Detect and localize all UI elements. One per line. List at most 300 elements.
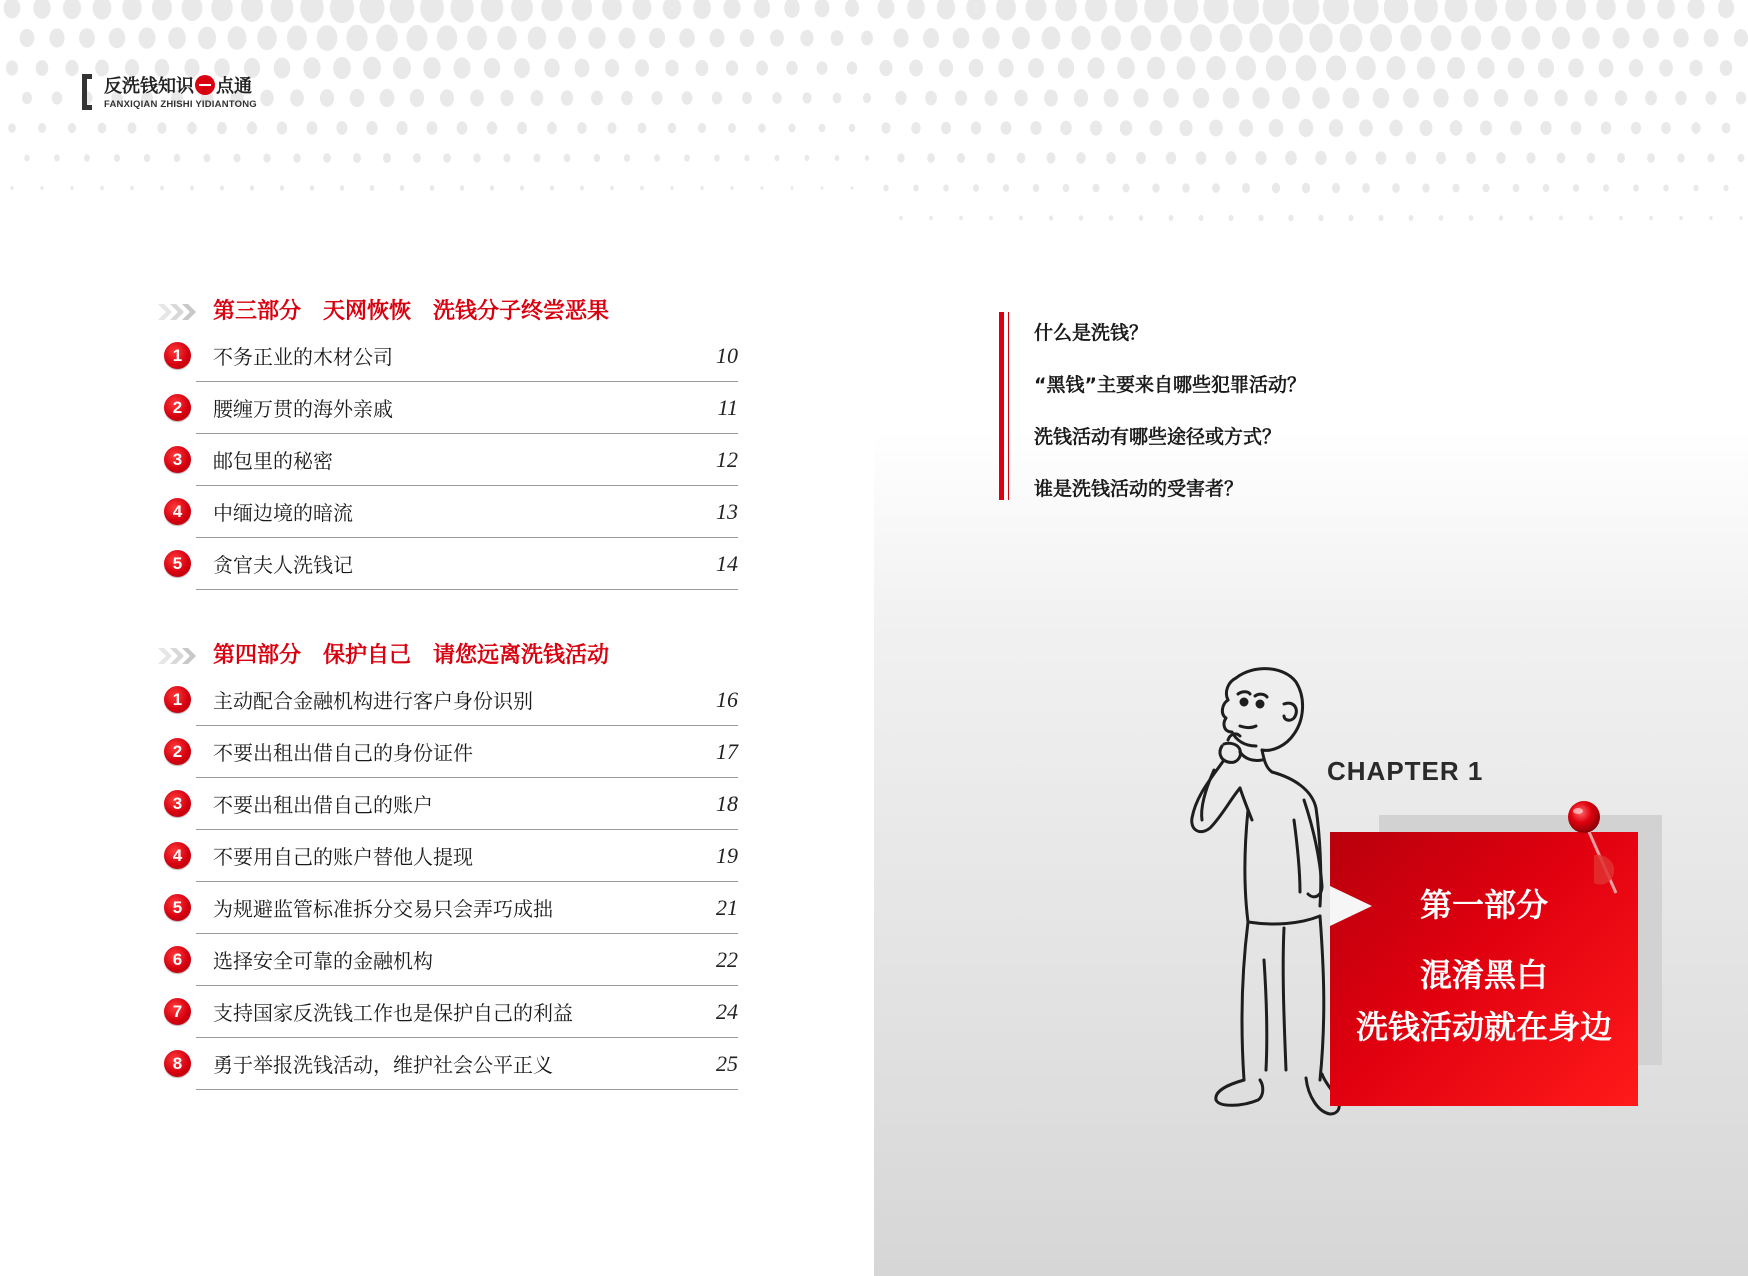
halftone-dot: [271, 0, 294, 22]
halftone-dot: [909, 59, 923, 76]
halftone-dot: [577, 122, 586, 134]
halftone-dot: [1643, 28, 1659, 48]
halftone-dot: [1060, 121, 1072, 136]
halftone-dot: [1228, 215, 1233, 221]
halftone-dot: [1033, 184, 1039, 192]
halftone-dot: [114, 154, 120, 162]
halftone-dot: [263, 153, 270, 162]
halftone-dot: [40, 186, 43, 190]
halftone-dot: [1299, 119, 1314, 137]
halftone-dot: [503, 154, 510, 163]
toc-page-number: 25: [716, 1051, 738, 1076]
number-badge-icon: 4: [164, 842, 191, 869]
halftone-dot: [1469, 215, 1474, 221]
halftone-dot: [1400, 25, 1421, 52]
halftone-dot: [649, 28, 665, 48]
halftone-dot: [100, 186, 104, 190]
halftone-dot: [1353, 0, 1378, 24]
halftone-dot: [366, 121, 377, 135]
halftone-dot: [1631, 122, 1641, 135]
halftone-dot: [700, 186, 703, 190]
number-badge-icon: 7: [164, 998, 191, 1025]
halftone-dot: [1269, 119, 1283, 137]
halftone-dot: [1014, 90, 1027, 107]
toc-entry[interactable]: [156, 384, 738, 436]
halftone-dot: [1196, 151, 1207, 164]
halftone-dot: [1615, 90, 1627, 106]
halftone-dot: [260, 90, 273, 107]
halftone-dot: [514, 58, 530, 78]
section-title: 第三部分 天网恢恢 洗钱分子终尝恶果: [213, 299, 610, 324]
halftone-dot: [481, 0, 504, 22]
toc-entry-title: 勇于举报洗钱活动，维护社会公平正义: [213, 1053, 553, 1077]
halftone-dot: [336, 121, 347, 135]
halftone-dot: [899, 216, 902, 220]
halftone-dot: [635, 59, 649, 76]
halftone-dot: [833, 93, 842, 104]
halftone-dot: [410, 89, 424, 107]
halftone-dot: [1182, 183, 1190, 193]
halftone-dot: [1028, 58, 1044, 78]
toc-entry[interactable]: [156, 728, 738, 780]
halftone-dot: [517, 122, 527, 135]
toc-entry[interactable]: [156, 488, 738, 540]
halftone-dot: [1345, 151, 1356, 165]
toc-entry-title: 为规避监管标准拆分交易只会弄巧成拙: [213, 897, 553, 921]
halftone-dot: [575, 59, 590, 78]
halftone-dot: [1538, 58, 1554, 78]
halftone-dot: [63, 0, 81, 19]
halftone-dot: [1026, 0, 1047, 21]
halftone-dot: [1312, 87, 1329, 109]
halftone-dot: [640, 186, 644, 191]
halftone-dot: [1263, 0, 1290, 25]
number-badge-icon: 5: [164, 894, 191, 921]
halftone-dot: [1617, 153, 1625, 163]
halftone-dot: [1179, 120, 1192, 137]
halftone-dot: [340, 185, 345, 191]
question-item[interactable]: “黑钱”主要来自哪些犯罪活动？: [1034, 374, 1306, 396]
halftone-dot: [1076, 152, 1085, 164]
halftone-dot: [1296, 55, 1317, 81]
halftone-dot: [624, 154, 630, 162]
halftone-dot: [228, 26, 247, 50]
halftone-dot: [1601, 121, 1611, 134]
halftone-dot: [865, 155, 870, 161]
halftone-dot: [1704, 29, 1719, 47]
toc-rule: [196, 1089, 738, 1090]
halftone-dot: [1106, 152, 1116, 164]
halftone-dot: [740, 29, 754, 47]
halftone-dot: [1209, 119, 1223, 136]
halftone-dot: [591, 91, 603, 106]
halftone-dot: [174, 154, 181, 162]
halftone-dot: [413, 153, 421, 163]
halftone-dot: [632, 0, 651, 20]
toc-entry[interactable]: [156, 436, 738, 488]
toc-entry[interactable]: [156, 332, 738, 384]
halftone-dot: [724, 0, 741, 19]
halftone-dot: [1203, 0, 1228, 24]
halftone-dot: [1505, 0, 1527, 22]
halftone-dot: [250, 185, 254, 190]
halftone-dot: [1417, 57, 1435, 80]
halftone-dot: [168, 27, 186, 49]
halftone-dot: [1673, 28, 1688, 47]
halftone-dot: [1315, 151, 1326, 165]
halftone-dot: [897, 153, 904, 162]
halftone-dot: [1090, 120, 1102, 135]
halftone-dot: [1589, 216, 1593, 221]
halftone-dot: [511, 0, 533, 22]
halftone-dot: [679, 28, 695, 47]
halftone-dot: [467, 26, 487, 51]
toc-entry[interactable]: [156, 832, 738, 884]
halftone-dot: [1160, 25, 1181, 52]
halftone-dot: [122, 0, 141, 20]
halftone-dot: [1063, 184, 1070, 192]
toc-entry[interactable]: [156, 1040, 738, 1092]
halftone-dot: [65, 60, 78, 76]
halftone-dot: [1340, 24, 1363, 52]
halftone-dot: [1649, 216, 1653, 221]
toc-page-number: 16: [716, 687, 738, 712]
halftone-dot: [760, 186, 763, 190]
halftone-dot: [1389, 120, 1402, 137]
toc-entry-title: 主动配合金融机构进行客户身份识别: [213, 689, 533, 713]
halftone-dot: [684, 154, 690, 161]
halftone-dot: [1693, 185, 1698, 192]
halftone-dot: [1663, 185, 1669, 192]
halftone-dot: [1718, 0, 1734, 18]
toc-entry-title: 选择安全可靠的金融机构: [213, 949, 433, 973]
halftone-dot: [376, 25, 398, 52]
halftone-dot: [1387, 56, 1406, 80]
halftone-dot: [881, 122, 890, 133]
toc-rule: [196, 985, 738, 986]
halftone-dot: [217, 122, 227, 134]
halftone-dot: [138, 27, 155, 48]
halftone-dot: [651, 91, 662, 105]
halftone-dot: [1568, 58, 1583, 77]
halftone-dot: [955, 90, 967, 105]
halftone-dot: [1242, 183, 1250, 193]
halftone-dot: [1239, 119, 1253, 137]
halftone-dot: [1332, 183, 1340, 193]
halftone-dot: [742, 92, 752, 104]
halftone-dot: [987, 153, 995, 163]
halftone-dot: [817, 61, 828, 75]
halftone-dot: [360, 0, 385, 24]
halftone-dot: [957, 153, 965, 163]
halftone-dot: [84, 154, 90, 161]
halftone-dot: [1540, 121, 1551, 135]
halftone-dot: [320, 89, 334, 107]
halftone-dot: [393, 57, 411, 79]
toc-page-number: 13: [716, 499, 738, 524]
halftone-dot: [845, 0, 859, 17]
halftone-dot: [941, 122, 951, 134]
toc-page-number: 14: [716, 551, 738, 576]
halftone-dot: [1220, 24, 1243, 52]
halftone-dot: [190, 186, 194, 191]
halftone-dot: [1133, 88, 1148, 107]
halftone-dot: [1461, 25, 1481, 50]
chapter-title-line2: 洗钱活动就在身边: [1355, 1008, 1612, 1046]
toc-page-number: 22: [716, 947, 738, 972]
halftone-dot: [1376, 151, 1387, 164]
halftone-dot: [726, 60, 738, 76]
halftone-dot: [130, 186, 134, 191]
number-badge-icon: 1: [164, 686, 191, 713]
halftone-dot: [610, 186, 614, 191]
halftone-dot: [484, 58, 500, 79]
halftone-dot: [68, 123, 76, 133]
halftone-dot: [1679, 216, 1682, 220]
toc-rule: [196, 485, 738, 486]
halftone-dot: [849, 124, 856, 132]
halftone-dot: [198, 27, 216, 50]
halftone-dot: [1115, 0, 1138, 22]
halftone-dot: [1657, 0, 1675, 19]
halftone-dot: [182, 0, 203, 21]
halftone-dot: [1633, 184, 1639, 191]
halftone-dot: [619, 28, 636, 49]
halftone-dot: [996, 0, 1016, 20]
toc-rule: [196, 537, 738, 538]
halftone-dot: [1087, 57, 1104, 78]
halftone-dot: [728, 123, 736, 133]
halftone-dot: [460, 185, 464, 190]
halftone-dot: [1422, 183, 1429, 192]
question-item[interactable]: 洗钱活动有哪些途径或方式？: [1034, 426, 1282, 448]
halftone-dot: [1536, 0, 1557, 21]
halftone-dot: [1343, 87, 1360, 108]
halftone-dot: [851, 186, 854, 189]
number-badge-icon: 8: [164, 1050, 191, 1077]
toc-rule: [196, 433, 738, 434]
halftone-dot: [953, 28, 970, 49]
halftone-dot: [1477, 57, 1494, 79]
halftone-dot: [274, 58, 291, 79]
halftone-dot: [1199, 215, 1204, 221]
halftone-dot: [1255, 151, 1266, 165]
halftone-dot: [1510, 121, 1522, 136]
halftone-dot: [744, 155, 749, 162]
question-accent-bar: [999, 312, 1004, 500]
halftone-dot: [883, 185, 888, 192]
halftone-dot: [835, 155, 840, 161]
halftone-dot: [1044, 89, 1058, 106]
halftone-dot: [423, 57, 440, 79]
halftone-dot: [541, 0, 562, 21]
halftone-dot: [1120, 120, 1132, 136]
halftone-dot: [937, 0, 955, 20]
halftone-dot: [1309, 23, 1332, 52]
halftone-dot: [786, 61, 797, 75]
halftone-dot: [1466, 152, 1476, 164]
halftone-dot: [621, 91, 633, 105]
toc-entry[interactable]: [156, 884, 738, 936]
halftone-dot: [1659, 59, 1673, 76]
halftone-dot: [160, 186, 164, 191]
halftone-dot: [1379, 215, 1384, 221]
halftone-dot: [1318, 215, 1323, 222]
halftone-dot: [1249, 23, 1272, 52]
halftone-dot: [714, 154, 720, 161]
halftone-dot: [758, 123, 765, 132]
halftone-dot: [547, 122, 557, 134]
halftone-dot: [1447, 57, 1465, 79]
halftone-dot: [1226, 151, 1237, 165]
toc-entry[interactable]: [156, 988, 738, 1040]
halftone-dot: [863, 93, 871, 103]
halftone-dot: [1494, 89, 1508, 107]
halftone-dot: [754, 0, 770, 18]
halftone-dot: [1433, 88, 1448, 107]
halftone-dot: [784, 0, 800, 18]
halftone-dot: [1439, 215, 1444, 221]
halftone-dot: [1348, 215, 1353, 221]
right-page: [874, 0, 1748, 1276]
halftone-dot: [1212, 183, 1220, 193]
halftone-dot: [663, 0, 681, 19]
halftone-dot: [654, 154, 660, 162]
halftone-dot: [927, 153, 935, 163]
chapter-title-line1: 混淆黑白: [1419, 956, 1548, 994]
halftone-dot: [1049, 215, 1053, 220]
chevron-arrows-icon: [156, 646, 206, 666]
number-badge-icon: 3: [164, 446, 191, 473]
halftone-dot: [1420, 120, 1433, 136]
halftone-dot: [333, 57, 351, 79]
halftone-dot: [819, 124, 826, 133]
halftone-dot: [38, 123, 46, 133]
toc-entry-title: 邮包里的秘密: [213, 449, 333, 473]
chevron-arrows-icon: [156, 302, 206, 322]
halftone-dot: [1406, 152, 1416, 165]
toc-entry[interactable]: [156, 780, 738, 832]
halftone-dot: [1526, 152, 1535, 163]
halftone-dot: [1279, 23, 1303, 53]
toc-entry-title: 不务正业的木材公司: [213, 345, 393, 369]
halftone-dot: [437, 25, 457, 50]
halftone-dot: [1012, 27, 1030, 49]
question-item[interactable]: 谁是洗钱活动的受害者？: [1034, 478, 1244, 500]
halftone-dot: [1169, 215, 1174, 221]
halftone-dot: [1147, 57, 1165, 80]
halftone-dot: [878, 0, 895, 19]
halftone-dots-pattern: [0, 0, 874, 260]
chapter-part: 第一部分: [1419, 886, 1548, 924]
toc-section-part-4: [156, 636, 738, 1092]
halftone-dot: [1030, 121, 1041, 135]
halftone-dot: [1677, 153, 1684, 162]
halftone-dot: [1104, 89, 1119, 108]
halftone-dot: [1723, 185, 1728, 191]
halftone-dot: [1302, 183, 1310, 194]
number-badge-icon: 4: [164, 498, 191, 525]
halftone-dot: [24, 155, 30, 162]
halftone-dot: [943, 184, 949, 191]
halftone-dot: [989, 216, 993, 221]
halftone-dot: [1450, 120, 1463, 136]
halftone-dot: [1001, 121, 1012, 135]
halftone-dot: [1384, 0, 1409, 23]
toc-entry-title: 不要用自己的账户替他人提现: [213, 845, 473, 869]
halftone-dot: [36, 60, 49, 76]
halftone-dot: [1362, 183, 1370, 193]
halftone-dot: [831, 30, 844, 46]
halftone-dot: [971, 121, 981, 134]
halftone-dot: [1055, 0, 1076, 21]
halftone-dot: [847, 62, 857, 75]
toc-page-number: 21: [716, 895, 738, 920]
halftone-dot: [1464, 89, 1479, 108]
toc-entry[interactable]: [156, 540, 738, 592]
halftone-dot: [895, 91, 906, 105]
halftone-dot: [1491, 26, 1510, 50]
halftone-dot: [1233, 0, 1259, 24]
halftone-dot: [774, 155, 779, 161]
halftone-dot: [802, 92, 811, 103]
halftone-dot: [668, 123, 676, 134]
halftone-dot: [1738, 154, 1745, 163]
halftone-dot: [1071, 26, 1090, 50]
halftone-dot: [698, 123, 706, 133]
halftone-dot: [1258, 215, 1263, 222]
halftone-dot: [396, 121, 407, 135]
halftone-dots-pattern: [874, 0, 1748, 300]
toc-entry-title: 不要出租出借自己的账户: [213, 793, 433, 817]
halftone-dot: [454, 57, 471, 78]
halftone-dot: [1326, 55, 1346, 80]
chapter-label: CHAPTER 1: [1327, 756, 1484, 786]
toc-rule: [196, 1037, 738, 1038]
halftone-dot: [1734, 29, 1748, 47]
halftone-dot: [805, 155, 810, 161]
halftone-dot: [770, 29, 784, 46]
number-badge-icon: 5: [164, 550, 191, 577]
halftone-dot: [923, 28, 939, 48]
halftone-dot: [929, 216, 933, 220]
halftone-dot: [1559, 215, 1563, 220]
halftone-dot: [1596, 0, 1615, 20]
halftone-dot: [1131, 25, 1152, 51]
halftone-dot: [497, 26, 516, 50]
halftone-dot: [1499, 215, 1503, 220]
halftone-dot: [712, 92, 722, 105]
question-item[interactable]: 什么是洗钱？: [1034, 322, 1149, 344]
halftone-dot: [1675, 91, 1686, 105]
halftone-dot: [1707, 154, 1714, 163]
halftone-dot: [350, 89, 365, 107]
toc-page-number: 18: [716, 791, 738, 816]
toc-entry[interactable]: [156, 676, 738, 728]
number-badge-icon: 1: [164, 342, 191, 369]
halftone-dot: [821, 186, 824, 190]
halftone-dot: [8, 123, 16, 133]
halftone-dot: [602, 0, 622, 20]
halftone-dot: [450, 0, 473, 23]
toc-entry[interactable]: [156, 936, 738, 988]
toc-rule: [196, 829, 738, 830]
halftone-dot: [1058, 58, 1075, 79]
halftone-dot: [1689, 60, 1702, 76]
halftone-dot: [128, 122, 137, 133]
halftone-dot: [4, 0, 21, 18]
halftone-dot: [1566, 0, 1586, 21]
